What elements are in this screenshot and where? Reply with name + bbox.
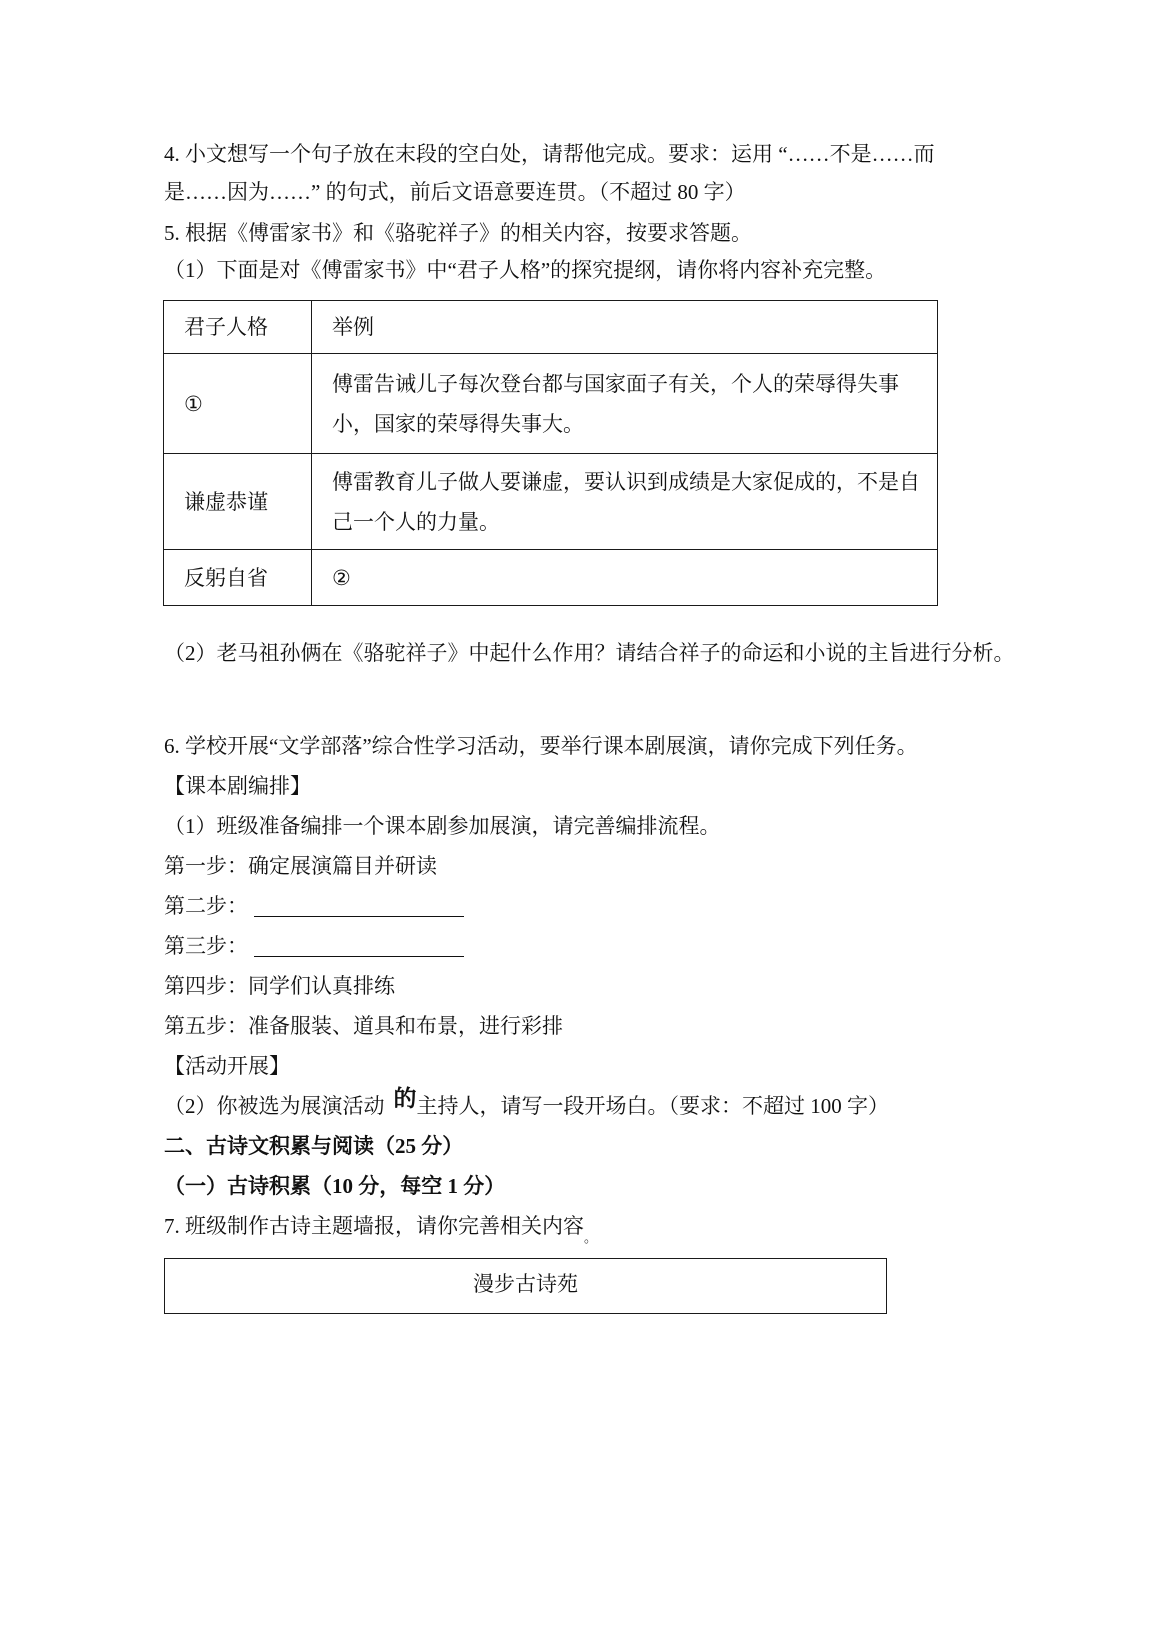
table-header-row [164, 301, 938, 354]
blank-underline [254, 934, 464, 957]
question-7 [164, 1206, 1158, 1258]
step-3-label: 第三步： [164, 934, 248, 958]
table-cell-label-3: 反躬自省 [164, 550, 312, 606]
step-1: 第一步：确定展演篇目并研读 [164, 854, 437, 878]
table-cell-example-2: 傅雷教育儿子做人要谦虚，要认识到成绩是大家促成的，不是自己一个人的力量。 [312, 454, 938, 550]
section-drama-arrangement: 【课本剧编排】 [164, 774, 311, 798]
question-6-part-2 [164, 1086, 1158, 1126]
question-4-line-2: 是……因为……” 的句式，前后文语意要连贯。（不超过 80 字） [164, 180, 746, 204]
question-7-text: 7. 班级制作古诗主题墙报，请你完善相关内容 [164, 1214, 584, 1238]
table-cell-label-2: 谦虚恭谨 [164, 454, 312, 550]
junzi-personality-table [163, 300, 938, 606]
step-4: 第四步：同学们认真排练 [164, 974, 395, 998]
poetry-accumulation-subtitle: （一）古诗积累（10 分，每空 1 分） [164, 1174, 506, 1198]
question-5-part-2: （2）老马祖孙俩在《骆驼祥子》中起什么作用？请结合祥子的命运和小说的主旨进行分析。 [164, 641, 1015, 665]
question-4-line-1: 4. 小文想写一个句子放在末段的空白处，请帮他完成。要求：运用 “……不是……而 [164, 142, 935, 166]
step-2 [164, 886, 1158, 926]
question-6-part-2-suffix: 主持人，请写一段开场白。（要求：不超过 100 字） [416, 1094, 889, 1118]
table-cell-example-1: 傅雷告诫儿子每次登台都与国家面子有关，个人的荣辱得失事小，国家的荣辱得失事大。 [312, 354, 938, 454]
table-cell-example-3: ② [312, 550, 938, 606]
table-row [164, 454, 938, 550]
blank-underline [254, 894, 464, 917]
question-6-part-2-prefix: （2）你被选为展演活动 [164, 1094, 385, 1118]
question-6-part-1: （1）班级准备编排一个课本剧参加展演，请完善编排流程。 [164, 814, 721, 838]
step-3 [164, 926, 1158, 966]
table-cell-label-1: ① [164, 354, 312, 454]
poster-box [164, 1258, 887, 1314]
table-row [164, 550, 938, 606]
step-2-label: 第二步： [164, 894, 248, 918]
part-two-title: 二、古诗文积累与阅读（25 分） [164, 1134, 464, 1158]
question-5: 5. 根据《傅雷家书》和《骆驼祥子》的相关内容，按要求答题。 [164, 221, 752, 245]
table-header-personality: 君子人格 [164, 301, 312, 354]
section-activity-launch: 【活动开展】 [164, 1054, 290, 1078]
table-header-example: 举例 [312, 301, 938, 354]
poster-title: 漫步古诗苑 [473, 1272, 578, 1296]
question-7-period: 。 [584, 1230, 598, 1245]
step-5: 第五步：准备服装、道具和布景，进行彩排 [164, 1014, 563, 1038]
question-6: 6. 学校开展“文学部落”综合性学习活动，要举行课本剧展演，请你完成下列任务。 [164, 734, 918, 758]
question-5-part-1: （1）下面是对《傅雷家书》中“君子人格”的探究提纲，请你将内容补充完整。 [164, 258, 887, 282]
emphasized-de-character: 的 [393, 1086, 417, 1111]
table-row [164, 354, 938, 454]
